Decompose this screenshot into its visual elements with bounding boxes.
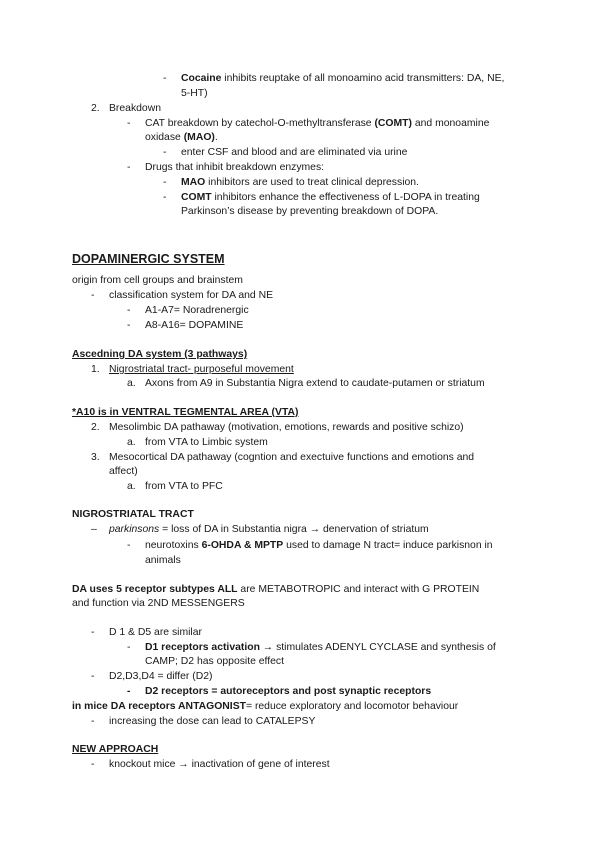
parkinsons-text: = loss of DA in Substantia nigra → denervation of striatum (159, 524, 429, 535)
cat-line (145, 117, 489, 131)
parkinsons-line (109, 523, 429, 537)
list-letter: a. (127, 481, 136, 492)
bullet-dash: – (91, 524, 97, 535)
nigrostriatal-heading: NIGROSTRIATAL TRACT (72, 509, 194, 520)
bullet-dash: - (91, 716, 95, 727)
bullet-dash: - (91, 290, 95, 301)
d1-activation-line (145, 641, 496, 655)
bullet-dash: - (127, 305, 131, 316)
a8-line: A8-A16= DOPAMINE (145, 320, 244, 331)
cat-text-3: oxidase (145, 132, 184, 143)
receptor-term: DA uses 5 receptor subtypes ALL (72, 584, 238, 595)
bullet-dash: - (127, 642, 131, 653)
comt-term: COMT (181, 192, 212, 203)
axons-line: Axons from A9 in Substantia Nigra extend to caudate-putamen or striatum (145, 378, 485, 389)
receptor-text: are METABOTROPIC and interact with G PROTEIN (237, 584, 480, 595)
a10-heading: *A10 is in VENTRAL TEGMENTAL AREA (VTA) (72, 407, 299, 418)
classification-line: classification system for DA and NE (109, 290, 274, 301)
comt-inhibitors-text: inhibitors enhance the effectiveness of L-DOPA in treating (211, 192, 480, 203)
comt-inhibitors-line (181, 191, 480, 205)
list-number: 3. (91, 452, 100, 463)
list-number: 2. (91, 103, 100, 114)
mice-text: = reduce exploratory and locomotor behaviour (245, 701, 459, 712)
mao-inhibitors-text: inhibitors are used to treat clinical depression. (205, 177, 419, 188)
mao-inhibitors-line (181, 176, 419, 190)
d1-activation-cont: CAMP; D2 has opposite effect (145, 656, 284, 667)
cocaine-line (181, 72, 504, 86)
neurotoxins-line (145, 539, 493, 553)
mao-term: (MAO) (183, 132, 215, 143)
bullet-dash: - (91, 759, 95, 770)
d2-d3-d4-line: D2,D3,D4 = differ (D2) (109, 671, 213, 682)
d1-d5-line: D 1 & D5 are similar (109, 627, 202, 638)
d1-text: → stimulates ADENYL CYCLASE and synthesis of (259, 642, 496, 653)
drugs-line: Drugs that inhibit breakdown enzymes: (145, 162, 325, 173)
bullet-dash: - (127, 686, 131, 697)
neurotoxins-cont: animals (145, 555, 181, 566)
subsection-heading: Ascedning DA system (3 pathways) (72, 349, 248, 360)
vta-limbic-line: from VTA to Limbic system (145, 437, 268, 448)
bullet-dash: - (127, 118, 131, 129)
bullet-dash: - (127, 540, 131, 551)
list-number: 2. (91, 422, 100, 433)
receptor-summary-cont: and function via 2ND MESSENGERS (72, 598, 245, 609)
mice-antagonist-line (72, 700, 458, 714)
csf-line: enter CSF and blood and are eliminated via urine (181, 147, 408, 158)
mesocortical-cont: affect) (109, 466, 138, 477)
receptor-summary (72, 583, 479, 597)
comt-term: (COMT) (374, 118, 412, 129)
list-letter: a. (127, 378, 136, 389)
bullet-dash: - (127, 162, 131, 173)
neurotoxins-text-2: used to damage N tract= induce parkisnon in (283, 540, 493, 551)
cat-text-2: and monoamine (411, 118, 490, 129)
list-number: 1. (91, 364, 100, 375)
dose-line: increasing the dose can lead to CATALEPSY (109, 716, 316, 727)
mesolimbic-item: Mesolimbic DA pathaway (motivation, emotions, rewards and positive schizo) (109, 422, 464, 433)
a1-line: A1-A7= Noradrenergic (145, 305, 249, 316)
neurotoxins-term: 6-OHDA & MPTP (201, 540, 284, 551)
bullet-dash: - (163, 73, 167, 84)
bullet-dash: - (127, 320, 131, 331)
cocaine-cont: 5-HT) (181, 88, 208, 99)
nigrostriatal-item: Nigrostriatal tract- purposeful movement (109, 364, 294, 375)
vta-pfc-line: from VTA to PFC (145, 481, 223, 492)
mice-term: in mice DA receptors ANTAGONIST (72, 701, 246, 712)
cocaine-term: Cocaine (181, 73, 222, 84)
bullet-dash: - (163, 192, 167, 203)
d2-receptors-line: D2 receptors = autoreceptors and post synaptic receptors (145, 686, 432, 697)
cat-text: CAT breakdown by catechol-O-methyltransferase (145, 118, 375, 129)
cat-cont (145, 131, 218, 145)
new-approach-heading: NEW APPROACH (72, 744, 159, 755)
neurotoxins-text: neurotoxins (145, 540, 202, 551)
breakdown-item: Breakdown (109, 103, 161, 114)
origin-line: origin from cell groups and brainstem (72, 275, 243, 286)
cocaine-text: inhibits reuptake of all monoamino acid transmitters: DA, NE, (221, 73, 505, 84)
knockout-line: knockout mice → inactivation of gene of interest (109, 759, 330, 770)
parkinsons-term: parkinsons (109, 524, 160, 535)
bullet-dash: - (91, 671, 95, 682)
section-heading: DOPAMINERGIC SYSTEM (72, 252, 225, 266)
mesocortical-item: Mesocortical DA pathaway (cogntion and exectuive functions and emotions and (109, 452, 475, 463)
mao-term: MAO (181, 177, 206, 188)
cat-text-4: . (214, 132, 218, 143)
comt-inhibitors-cont: Parkinson’s disease by preventing breakdown of DOPA. (181, 206, 439, 217)
bullet-dash: - (163, 147, 167, 158)
list-letter: a. (127, 437, 136, 448)
bullet-dash: - (91, 627, 95, 638)
d1-term: D1 receptors activation (145, 642, 260, 653)
bullet-dash: - (163, 177, 167, 188)
